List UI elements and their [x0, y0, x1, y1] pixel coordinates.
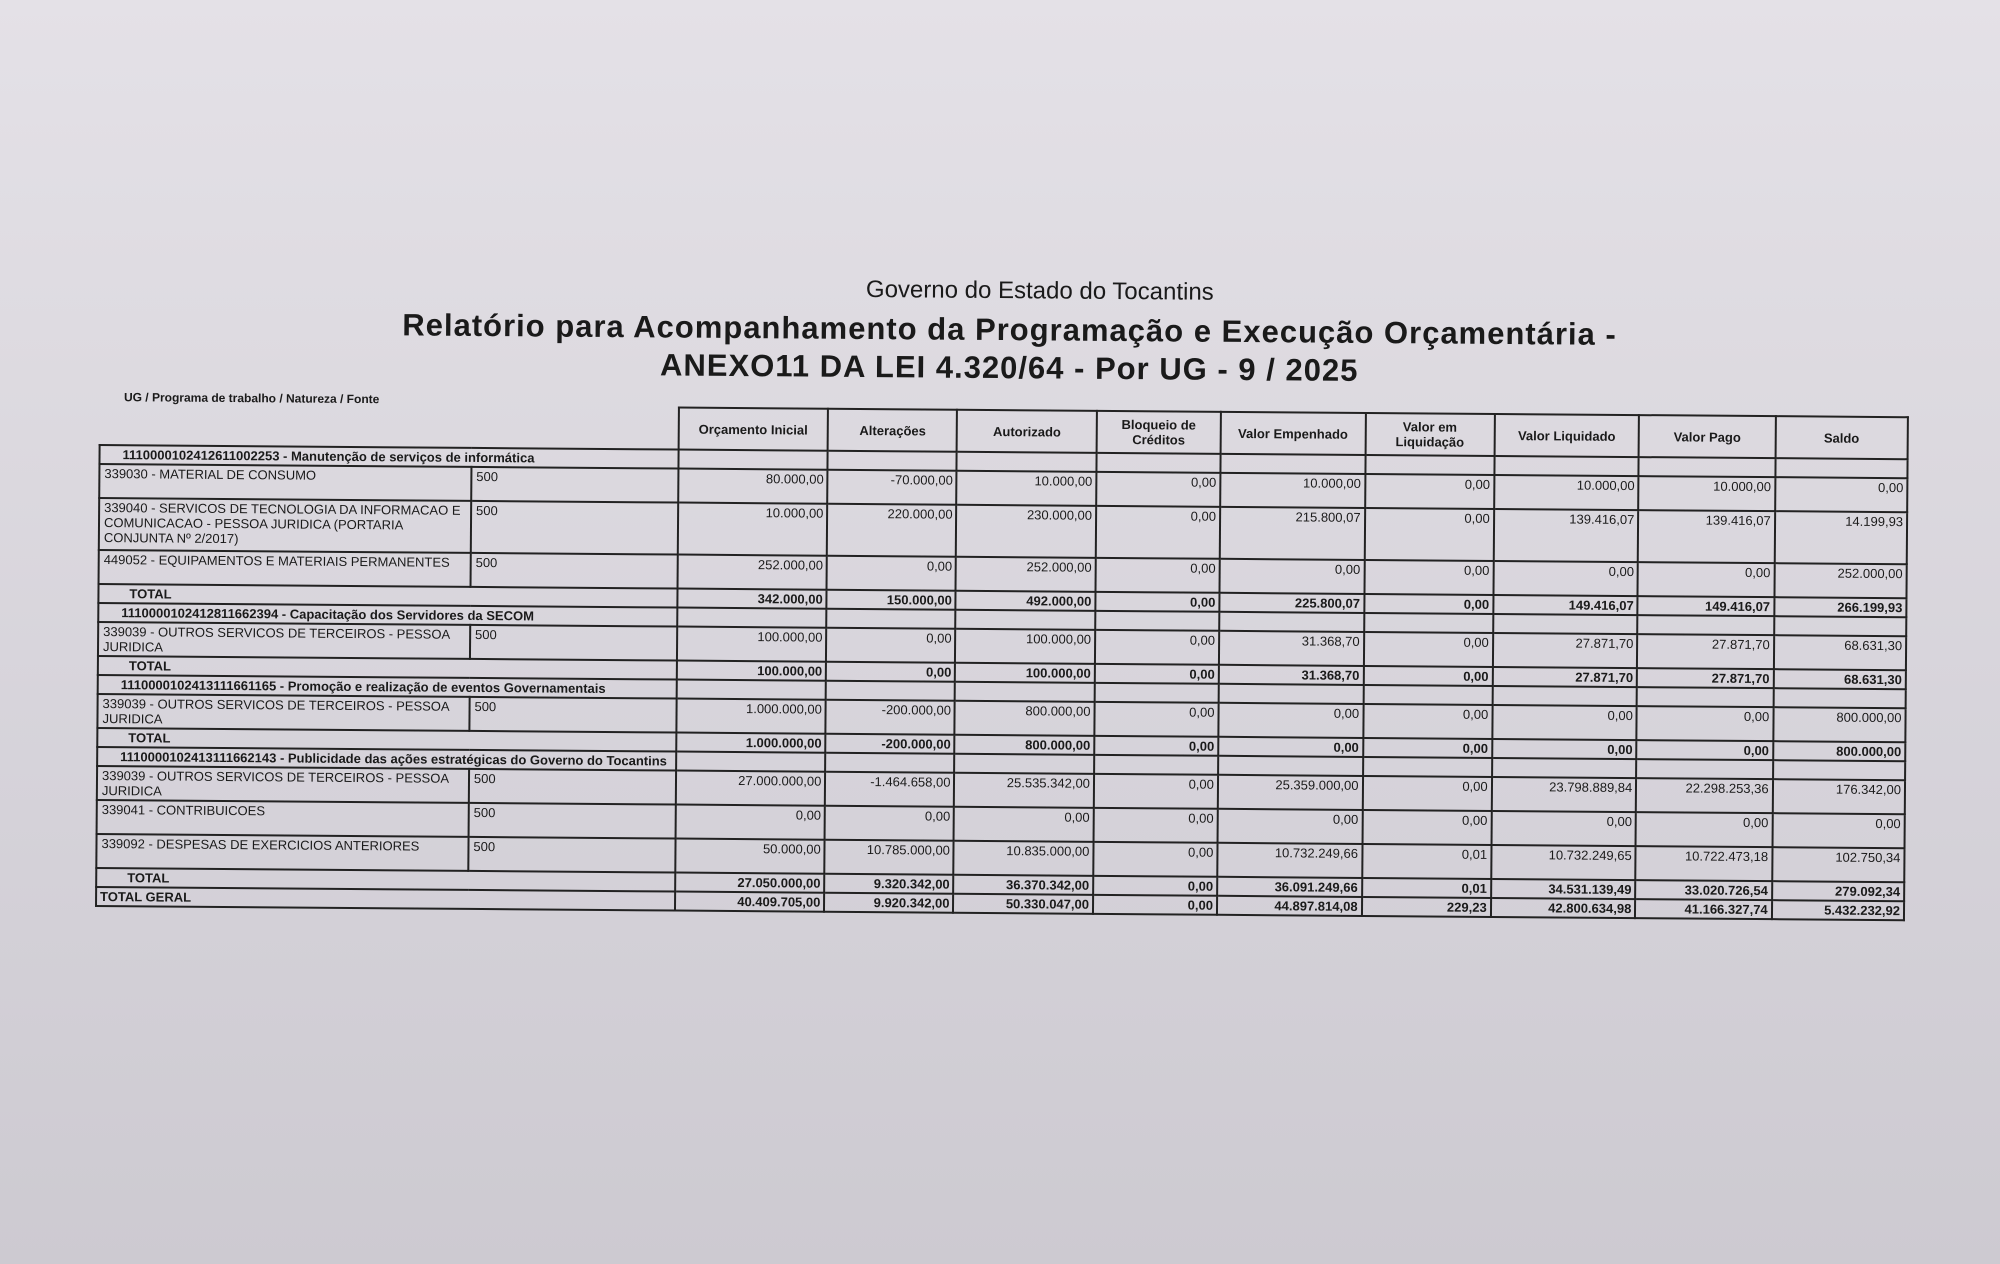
empty-cell — [1219, 612, 1364, 632]
total-value: 150.000,00 — [827, 590, 956, 610]
empty-cell — [677, 608, 827, 628]
grand-total-label: TOTAL GERAL — [96, 887, 675, 911]
empty-cell — [1492, 758, 1637, 778]
total-value: 0,00 — [1363, 738, 1492, 758]
value-cell: 0,00 — [954, 807, 1094, 842]
empty-cell — [957, 452, 1097, 472]
value-cell: 100.000,00 — [676, 627, 826, 662]
value-cell: 0,00 — [1636, 812, 1773, 847]
empty-cell — [1637, 687, 1774, 707]
empty-cell — [1773, 760, 1905, 780]
total-value: 27.050.000,00 — [675, 873, 825, 893]
value-cell: 0,00 — [675, 805, 825, 840]
value-cell: 27.000.000,00 — [675, 771, 825, 806]
fonte-code: 500 — [471, 501, 678, 555]
empty-cell — [955, 682, 1095, 702]
empty-cell — [1639, 457, 1776, 477]
column-header: Alterações — [828, 409, 957, 452]
total-value: 1.000.000,00 — [676, 733, 826, 753]
value-cell: 0,00 — [1093, 808, 1217, 843]
value-cell: 102.750,34 — [1772, 847, 1905, 882]
total-value: -200.000,00 — [826, 734, 955, 754]
total-value: 0,00 — [826, 662, 955, 682]
value-cell: 10.000,00 — [677, 503, 827, 556]
table-body — [96, 445, 1908, 920]
value-cell: 10.732.249,65 — [1491, 845, 1636, 880]
value-cell: 0,00 — [826, 628, 955, 663]
empty-cell — [676, 752, 826, 772]
fonte-code: 500 — [469, 697, 676, 733]
total-value: 0,00 — [1094, 736, 1218, 756]
column-header: Bloqueio de Créditos — [1097, 411, 1221, 454]
value-cell: 0,00 — [1094, 702, 1218, 737]
value-cell: 0,00 — [1491, 811, 1636, 846]
total-value: 100.000,00 — [955, 663, 1095, 683]
value-cell: 139.416,07 — [1493, 509, 1638, 562]
value-cell: 31.368,70 — [1219, 631, 1364, 666]
value-cell: 0,00 — [1363, 704, 1492, 739]
value-cell: 100.000,00 — [955, 629, 1095, 664]
value-cell: 176.342,00 — [1772, 779, 1905, 814]
fonte-code: 500 — [468, 803, 675, 839]
budget-table-wrapper — [95, 390, 1909, 921]
empty-cell — [1095, 683, 1219, 703]
value-cell: 68.631,30 — [1774, 635, 1907, 670]
report-header — [99, 270, 1920, 394]
empty-cell — [1773, 688, 1905, 708]
total-label: TOTAL — [97, 728, 676, 752]
empty-cell — [1094, 755, 1218, 775]
budget-table — [95, 402, 1909, 921]
empty-cell — [826, 681, 955, 701]
value-cell: 0,00 — [1364, 508, 1494, 561]
value-cell: 22.298.253,36 — [1636, 778, 1773, 813]
empty-cell — [1095, 611, 1219, 631]
empty-cell — [676, 680, 826, 700]
value-cell: 10.000,00 — [1494, 475, 1639, 510]
nature-description: 339039 - OUTROS SERVICOS DE TERCEIROS - PESSOA JURIDICA — [97, 694, 469, 731]
column-header: Valor Empenhado — [1221, 412, 1366, 455]
report-title-line2: ANEXO11 DA LEI 4.320/64 - Por UG - 9 / 2025 — [659, 347, 1359, 388]
program-title: 1110000102413111662143 - Publicidade das ações estratégicas do Governo do Tocantins — [97, 747, 676, 771]
total-value: 0,00 — [1492, 739, 1637, 759]
total-value: 0,00 — [1363, 666, 1492, 686]
value-cell: -1.464.658,00 — [825, 772, 954, 807]
column-header: Orçamento Inicial — [678, 408, 828, 451]
total-value: 0,00 — [1095, 664, 1219, 684]
fonte-code: 500 — [469, 769, 676, 805]
empty-cell — [1364, 613, 1493, 633]
grand-total-value: 44.897.814,08 — [1217, 896, 1362, 916]
total-value: 27.871,70 — [1637, 668, 1774, 688]
total-value: 149.416,07 — [1638, 596, 1775, 616]
column-header: Autorizado — [957, 410, 1097, 453]
value-cell: 0,00 — [1492, 705, 1637, 740]
empty-cell — [1363, 757, 1492, 777]
grand-total-value: 50.330.047,00 — [953, 894, 1093, 914]
column-header: Valor Pago — [1639, 415, 1776, 458]
total-value: 9.320.342,00 — [824, 874, 953, 894]
grand-total-value: 0,00 — [1093, 895, 1217, 915]
program-title: 1110000102412611002253 - Manutenção de serviços de informática — [99, 445, 678, 469]
empty-cell — [828, 451, 957, 471]
report-title-line1: Relatório para Acompanhamento da Programação e Execução Orçamentária - — [402, 307, 1617, 352]
value-cell: -200.000,00 — [826, 700, 955, 735]
total-value: 279.092,34 — [1772, 881, 1904, 901]
total-value: 0,00 — [1095, 592, 1219, 612]
nature-description: 339040 - SERVICOS DE TECNOLOGIA DA INFORMACAO E COMUNICACAO - PESSOA JURIDICA (PORTARIA CONJUNTA Nº 2/2017) — [99, 498, 471, 553]
value-cell: 10.835.000,00 — [954, 841, 1094, 876]
program-title: 1110000102413111661165 - Promoção e realização de eventos Governamentais — [98, 675, 677, 699]
nature-description: 339030 - MATERIAL DE CONSUMO — [99, 464, 471, 501]
program-title: 1110000102412811662394 - Capacitação dos Servidores da SECOM — [98, 603, 677, 627]
empty-cell — [678, 450, 828, 470]
total-value: 0,00 — [1093, 876, 1217, 896]
total-value: 31.368,70 — [1219, 665, 1364, 685]
nature-description: 339092 - DESPESAS DE EXERCICIOS ANTERIORES — [96, 834, 468, 871]
value-cell: 215.800,07 — [1220, 507, 1365, 560]
value-cell: 10.785.000,00 — [825, 840, 954, 875]
total-value: 33.020.726,54 — [1635, 880, 1772, 900]
total-value: 225.800,07 — [1219, 593, 1364, 613]
empty-cell — [825, 753, 954, 773]
empty-cell — [1638, 615, 1775, 635]
first-column-label: UG / Programa de trabalho / Natureza / Fonte — [123, 390, 380, 407]
total-value: 342.000,00 — [677, 589, 827, 609]
value-cell: 220.000,00 — [827, 504, 957, 557]
value-cell: 0,00 — [1362, 776, 1491, 811]
empty-cell — [1363, 685, 1492, 705]
value-cell: 27.871,70 — [1493, 633, 1638, 668]
value-cell: 1.000.000,00 — [676, 699, 826, 734]
total-value: 800.000,00 — [1773, 741, 1905, 761]
value-cell: 800.000,00 — [1773, 707, 1906, 742]
value-cell: 252.000,00 — [1774, 563, 1907, 598]
empty-cell — [1218, 756, 1363, 776]
fonte-code: 500 — [470, 553, 677, 589]
value-cell: 800.000,00 — [955, 701, 1095, 736]
value-cell: 230.000,00 — [956, 505, 1096, 558]
value-cell: 252.000,00 — [677, 555, 827, 590]
value-cell: 0,00 — [1217, 809, 1362, 844]
total-value: 100.000,00 — [676, 661, 826, 681]
value-cell: 0,00 — [1095, 630, 1219, 665]
value-cell: 80.000,00 — [678, 469, 828, 504]
value-cell: 0,00 — [1094, 774, 1218, 809]
grand-total-value: 40.409.705,00 — [675, 892, 825, 912]
value-cell: 0,00 — [1493, 561, 1638, 596]
value-cell: 14.199,93 — [1774, 511, 1907, 564]
empty-cell — [1494, 456, 1639, 476]
value-cell: 10.000,00 — [957, 471, 1097, 506]
value-cell: 0,00 — [1772, 813, 1905, 848]
empty-cell — [1492, 686, 1637, 706]
value-cell: 25.535.342,00 — [954, 773, 1094, 808]
value-cell: 0,00 — [1095, 558, 1219, 593]
empty-cell — [956, 610, 1096, 630]
total-value: 0,01 — [1362, 878, 1491, 898]
nature-description: 339039 - OUTROS SERVICOS DE TERCEIROS - PESSOA JURIDICA — [97, 766, 469, 803]
value-cell: 10.732.249,66 — [1217, 843, 1362, 878]
total-value: 800.000,00 — [955, 735, 1095, 755]
value-cell: 139.416,07 — [1638, 510, 1775, 563]
total-value: 0,00 — [1637, 740, 1774, 760]
value-cell: 0,01 — [1362, 844, 1491, 879]
total-value: 36.370.342,00 — [954, 875, 1094, 895]
nature-description: 449052 - EQUIPAMENTOS E MATERIAIS PERMANENTES — [99, 550, 471, 587]
nature-description: 339039 - OUTROS SERVICOS DE TERCEIROS - PESSOA JURIDICA — [98, 622, 470, 659]
total-value: 68.631,30 — [1773, 669, 1905, 689]
value-cell: 0,00 — [825, 806, 954, 841]
value-cell: 0,00 — [1218, 703, 1363, 738]
empty-cell — [1219, 684, 1364, 704]
value-cell: 0,00 — [1096, 472, 1220, 507]
total-label: TOTAL — [98, 584, 677, 608]
value-cell: 0,00 — [1364, 560, 1493, 595]
fonte-code: 500 — [470, 625, 677, 661]
value-cell: 0,00 — [1365, 474, 1494, 509]
empty-cell — [1220, 454, 1365, 474]
column-header: Saldo — [1775, 416, 1908, 459]
value-cell: 27.871,70 — [1637, 634, 1774, 669]
grand-total-value: 229,23 — [1362, 897, 1491, 917]
grand-total-value: 41.166.327,74 — [1635, 899, 1772, 919]
total-value: 492.000,00 — [956, 591, 1096, 611]
value-cell: 252.000,00 — [956, 557, 1096, 592]
total-value: 149.416,07 — [1493, 595, 1638, 615]
value-cell: 25.359.000,00 — [1218, 775, 1363, 810]
column-header: Valor Liquidado — [1494, 414, 1639, 457]
empty-cell — [1365, 455, 1494, 475]
empty-cell — [1493, 614, 1638, 634]
fonte-code: 500 — [468, 837, 675, 873]
value-cell: 0,00 — [1637, 706, 1774, 741]
report-title — [99, 304, 1920, 394]
report-document — [95, 270, 1910, 921]
total-value: 34.531.139,49 — [1491, 879, 1636, 899]
total-value: 0,00 — [1218, 737, 1363, 757]
value-cell: 0,00 — [1362, 810, 1491, 845]
total-value: 27.871,70 — [1492, 667, 1637, 687]
empty-cell — [1774, 616, 1906, 636]
value-cell: 0,00 — [1363, 632, 1492, 667]
government-name: Governo do Estado do Tocantins — [865, 276, 1214, 306]
empty-cell — [1775, 458, 1907, 478]
total-value: 0,00 — [1364, 594, 1493, 614]
grand-total-value: 9.920.342,00 — [824, 893, 953, 913]
fonte-code: 500 — [471, 467, 678, 503]
value-cell: 0,00 — [1638, 562, 1775, 597]
value-cell: 10.000,00 — [1220, 473, 1365, 508]
value-cell: 0,00 — [1096, 506, 1220, 559]
total-label: TOTAL — [98, 656, 677, 680]
value-cell: 0,00 — [827, 556, 956, 591]
value-cell: 23.798.889,84 — [1491, 777, 1636, 812]
total-label: TOTAL — [96, 868, 675, 892]
value-cell: 0,00 — [1775, 477, 1908, 512]
value-cell: 10.722.473,18 — [1636, 846, 1773, 881]
empty-cell — [1096, 453, 1220, 473]
value-cell: 0,00 — [1219, 559, 1364, 594]
value-cell: 10.000,00 — [1638, 476, 1775, 511]
empty-cell — [1636, 759, 1773, 779]
header-blank — [100, 403, 679, 450]
nature-description: 339041 - CONTRIBUICOES — [97, 800, 469, 837]
total-value: 36.091.249,66 — [1217, 877, 1362, 897]
empty-cell — [955, 754, 1095, 774]
column-header: Valor em Liquidação — [1365, 413, 1494, 456]
value-cell: 0,00 — [1093, 842, 1217, 877]
value-cell: -70.000,00 — [828, 470, 957, 505]
grand-total-value: 42.800.634,98 — [1491, 898, 1636, 918]
total-value: 266.199,93 — [1774, 597, 1906, 617]
empty-cell — [827, 609, 956, 629]
grand-total-value: 5.432.232,92 — [1772, 900, 1904, 920]
value-cell: 50.000,00 — [675, 839, 825, 874]
